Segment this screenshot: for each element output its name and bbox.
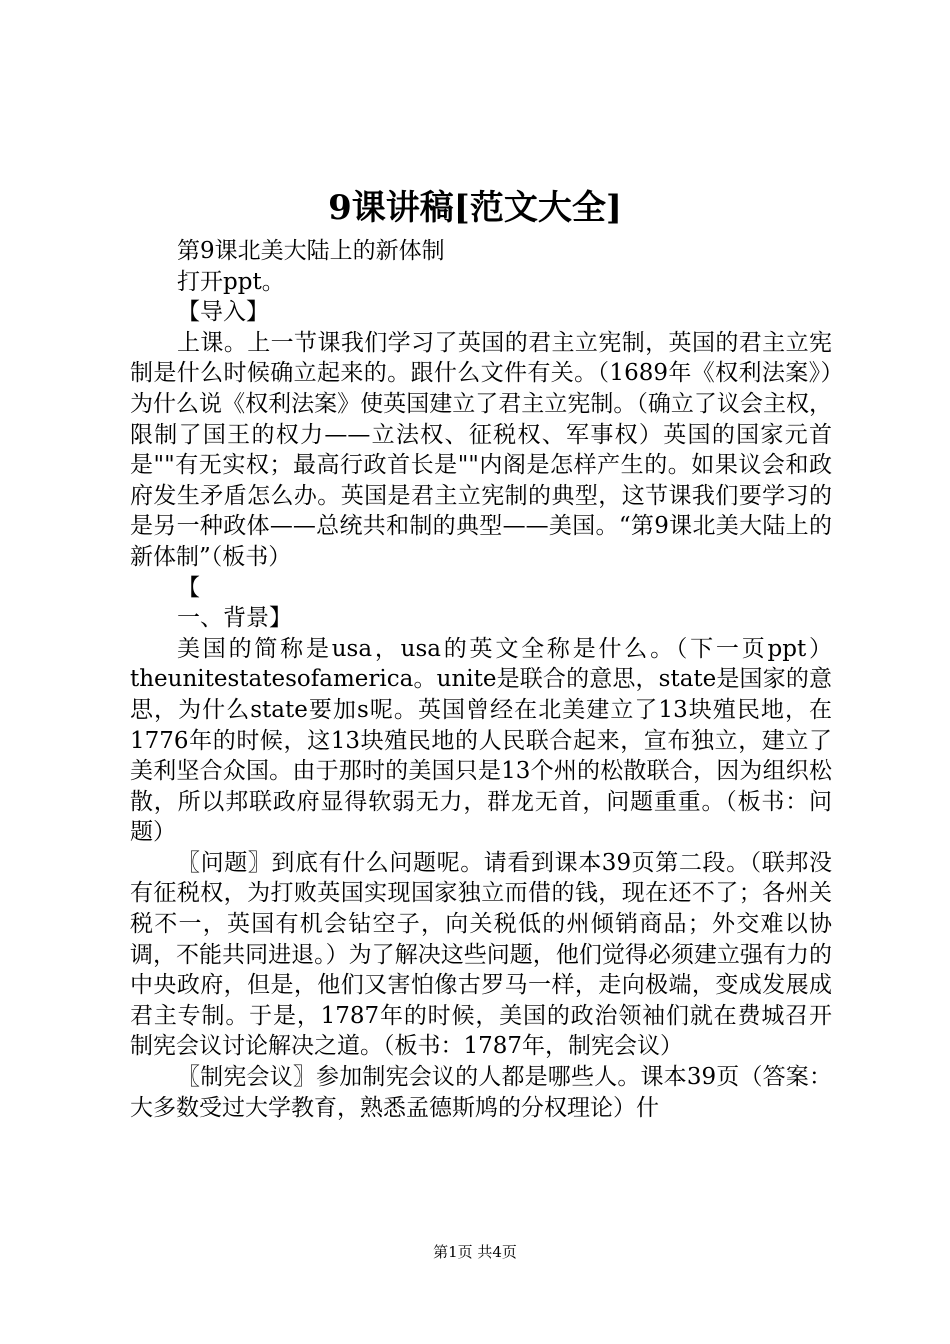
section-heading-intro: 【导入】 (177, 299, 269, 326)
document-title: 9课讲稿[范文大全] (328, 188, 622, 228)
page-footer: 第1页 共4页 (433, 1243, 517, 1261)
paragraph-intro: 上课。上一节课我们学习了英国的君主立宪制，英国的君主立宪制是什么时候确立起来的。跟什么文件有关。（1689年《权利法案》）为什么说《权利法案》使英国建立了君主立宪制。（确立了议会主权，限制了国王的权力——立法权、征税权、军事权）英国的国家元首是""有无实权；最高行政首长是""内阁是怎样产生的。如果议会和政府发生矛盾怎么办。英国是君主立宪制的典型，这节课我们要学习的是另一种政体——总统共和制的典型——美国。“第9课北美大陆上的新体制”（板书） (130, 329, 832, 570)
section-heading-background: 一、背景】 (177, 605, 292, 632)
bracket-line: 【 (177, 574, 200, 601)
paragraph-open-ppt: 打开ppt。 (177, 268, 285, 295)
document-body (130, 236, 832, 1123)
paragraph-background: 美国的简称是usa，usa的英文全称是什么。（下一页ppt）theunitestatesofamerica。unite是联合的意思，state是国家的意思，为什么state要加s呢。英国曾经在北美建立了13块殖民地，在1776年的时候，这13块殖民地的人民联合起来，宣布独立，建立了美利坚合众国。由于那时的美国只是13个州的松散联合，因为组织松散，所以邦联政府显得软弱无力，群龙无首，问题重重。（板书：问题） (130, 635, 832, 846)
lesson-heading: 第9课北美大陆上的新体制 (177, 238, 445, 264)
paragraph-convention: 〖制宪会议〗参加制宪会议的人都是哪些人。课本39页（答案：大多数受过大学教育，熟悉孟德斯鸠的分权理论）什 (130, 1064, 832, 1121)
paragraph-problems: 〖问题〗到底有什么问题呢。请看到课本39页第二段。（联邦没有征税权，为打败英国实现国家独立而借的钱，现在还不了；各州关税不一，英国有机会钻空子，向关税低的州倾销商品；外交难以协调，不能共同进退。）为了解决这些问题，他们觉得必须建立强有力的中央政府，但是，他们又害怕像古罗马一样，走向极端，变成发展成君主专制。于是，1787年的时候，美国的政治领袖们就在费城召开制宪会议讨论解决之道。（板书：1787年，制宪会议） (130, 849, 832, 1060)
